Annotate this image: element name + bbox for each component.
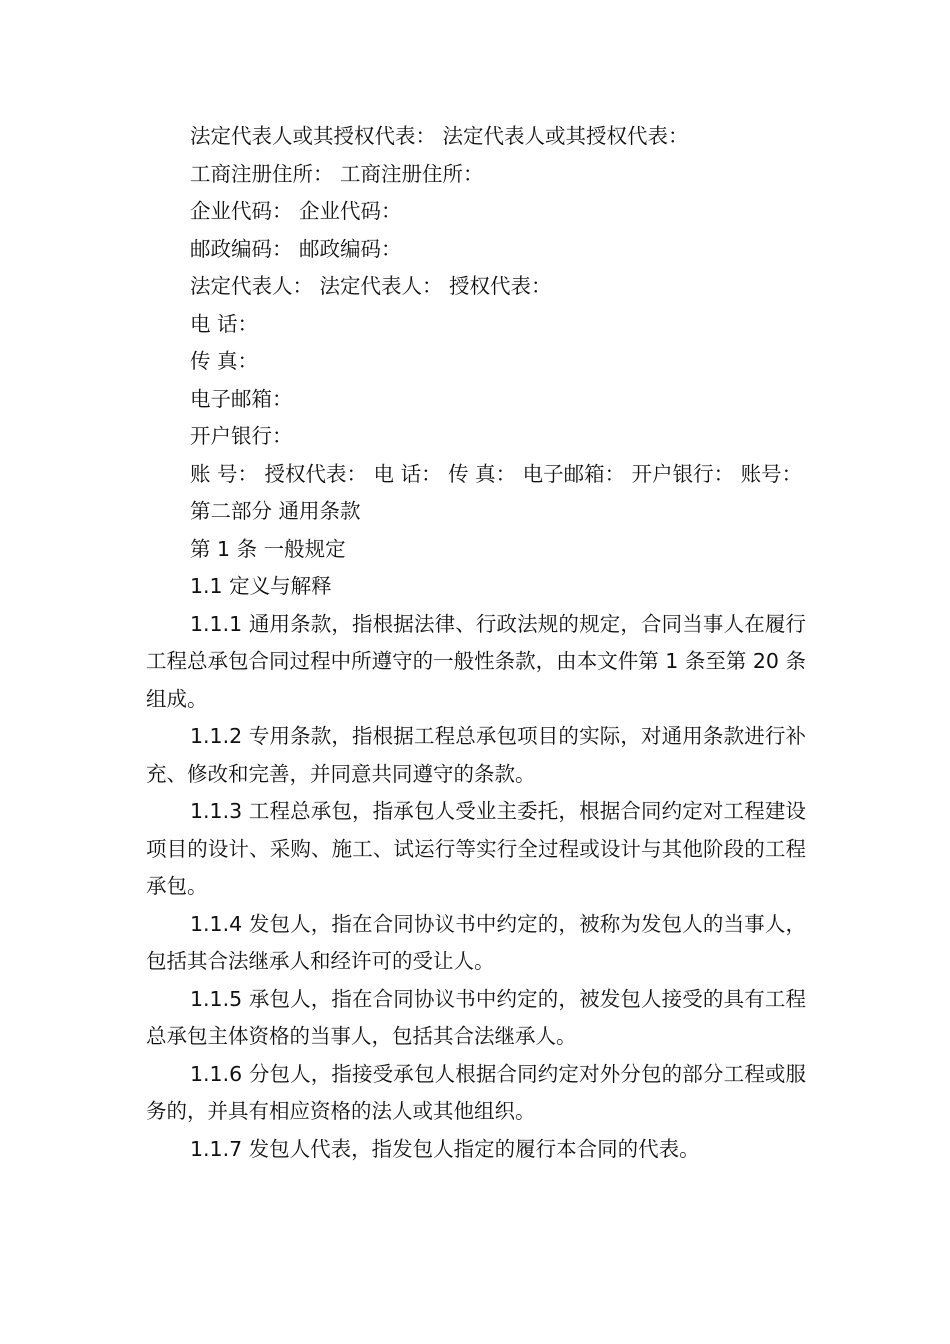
party-enterprise-code: 企业代码： 企业代码： (190, 199, 402, 223)
clause-1-1-2: 1.1.2 专用条款，指根据工程总承包项目的实际，对通用条款进行补充、修改和完善，并同意共同遵守的条款。 (146, 724, 806, 786)
article-heading: 第 1 条 一般规定 (190, 536, 346, 561)
party-postal-code: 邮政编码： 邮政编码： (190, 236, 402, 261)
document-body (146, 118, 806, 1168)
party-bank: 开户银行： (190, 424, 293, 448)
clause-1-1-7: 1.1.7 发包人代表，指发包人指定的履行本合同的代表。 (190, 1136, 700, 1161)
party-legal-rep-or-authorized: 法定代表人或其授权代表： 法定代表人或其授权代表： (190, 124, 689, 148)
party-fax: 传 真： (190, 349, 259, 373)
clause-1-1-4: 1.1.4 发包人，指在合同协议书中约定的，被称为发包人的当事人，包括其合法继承人和经许可的受让人。 (146, 911, 806, 973)
clause-1-1-1: 1.1.1 通用条款，指根据法律、行政法规的规定，合同当事人在履行工程总承包合同过程中所遵守的一般性条款，由本文件第 1 条至第 20 条组成。 (146, 611, 806, 711)
clause-1-1-3: 1.1.3 工程总承包，指承包人受业主委托，根据合同约定对工程建设项目的设计、采购、施工、试运行等实行全过程或设计与其他阶段的工程承包。 (146, 799, 806, 898)
clause-1-1-6: 1.1.6 分包人，指接受承包人根据合同约定对外分包的部分工程或服务的，并具有相应资格的法人或其他组织。 (146, 1061, 806, 1123)
party-legal-rep: 法定代表人： 法定代表人： 授权代表： (190, 274, 552, 298)
clause-heading: 1.1 定义与解释 (190, 574, 332, 598)
clause-1-1-5: 1.1.5 承包人，指在合同协议书中约定的，被发包人接受的具有工程总承包主体资格的当事人，包括其合法继承人。 (146, 986, 806, 1048)
party-email: 电子邮箱： (190, 386, 293, 411)
section-heading: 第二部分 通用条款 (190, 499, 361, 523)
party-registered-address: 工商注册住所： 工商注册住所： (190, 161, 484, 186)
party-account-line: 账 号： 授权代表： 电 话： 传 真： 电子邮箱： 开户银行： 账号： (190, 461, 803, 486)
party-phone: 电 话： (190, 311, 259, 336)
